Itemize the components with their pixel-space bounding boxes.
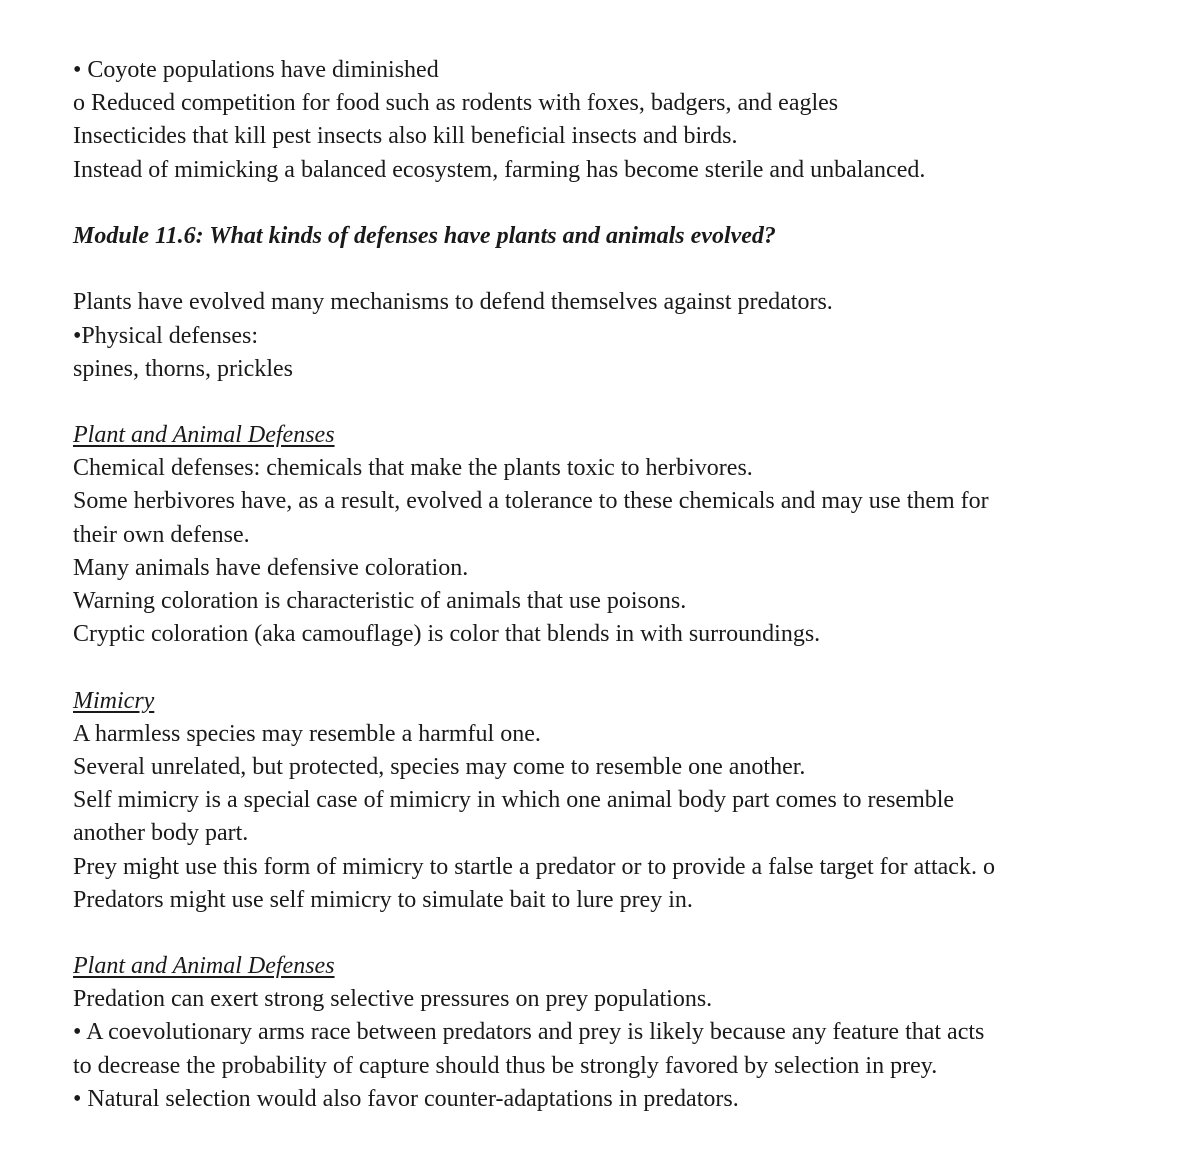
intro-line: Insecticides that kill pest insects also kill beneficial insects and birds. xyxy=(73,123,738,150)
intro-line: o Reduced competition for food such as rodents with foxes, badgers, and eagles xyxy=(73,90,839,117)
section-line: Prey might use this form of mimicry to startle a predator or to provide a false target for attack. o xyxy=(73,853,995,880)
spacer xyxy=(73,386,1173,419)
spacer xyxy=(73,187,1173,220)
section-line: Self mimicry is a special case of mimicry in which one animal body part comes to resemble xyxy=(73,787,955,814)
section-line: A harmless species may resemble a harmful one. xyxy=(73,720,541,747)
document-page xyxy=(73,54,1173,1116)
section-title-plant-animal-defenses: Plant and Animal Defenses xyxy=(73,422,335,449)
section-line: Chemical defenses: chemicals that make the plants toxic to herbivores. xyxy=(73,455,753,482)
intro-line: Instead of mimicking a balanced ecosystem, farming has become sterile and unbalanced. xyxy=(73,156,926,183)
section-line: Several unrelated, but protected, species may come to resemble one another. xyxy=(73,753,806,780)
section-line: Predators might use self mimicry to simulate bait to lure prey in. xyxy=(73,886,693,913)
plant-line: Plants have evolved many mechanisms to defend themselves against predators. xyxy=(73,289,833,316)
section-line: • A coevolutionary arms race between predators and prey is likely because any feature that acts xyxy=(73,1019,985,1046)
intro-line: • Coyote populations have diminished xyxy=(73,57,439,83)
section-line: Warning coloration is characteristic of animals that use poisons. xyxy=(73,588,687,614)
module-heading: Module 11.6: What kinds of defenses have plants and animals evolved? xyxy=(73,222,776,249)
spacer xyxy=(73,253,1173,286)
section-line: Cryptic coloration (aka camouflage) is color that blends in with surroundings. xyxy=(73,621,821,648)
section-line: their own defense. xyxy=(73,521,250,548)
section-title-plant-animal-defenses-2: Plant and Animal Defenses xyxy=(73,953,335,980)
section-line: Predation can exert strong selective pressures on prey populations. xyxy=(73,986,713,1013)
plant-line: spines, thorns, prickles xyxy=(73,355,293,382)
section-line: Many animals have defensive coloration. xyxy=(73,554,469,581)
section-line: Some herbivores have, as a result, evolved a tolerance to these chemicals and may use them for xyxy=(73,488,989,515)
section-line: another body part. xyxy=(73,820,249,847)
spacer xyxy=(73,651,1173,684)
section-title-mimicry: Mimicry xyxy=(73,687,155,714)
section-line: to decrease the probability of capture should thus be strongly favored by selection in prey. xyxy=(73,1052,938,1079)
section-line: • Natural selection would also favor counter-adaptations in predators. xyxy=(73,1085,739,1112)
spacer xyxy=(73,917,1173,950)
plant-line: •Physical defenses: xyxy=(73,322,259,349)
